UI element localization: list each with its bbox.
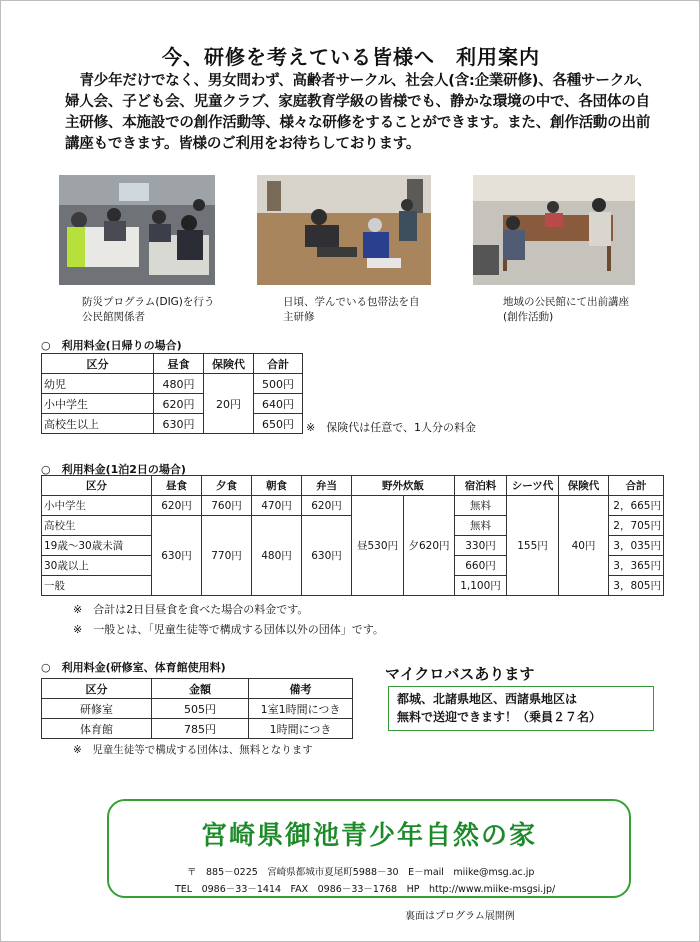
- room-fee-note: ※ 児童生徒等で構成する団体は、無料となります: [73, 744, 313, 756]
- facility-contact: TEL 0986－33－1414 FAX 0986－33－1768 HP http://www.miike-msgsi.jp/: [175, 884, 556, 895]
- back-page-note: 裏面はプログラム展開例: [405, 911, 515, 922]
- column-header: 昼食: [152, 476, 202, 496]
- remark-cell: 1時間につき: [249, 719, 353, 739]
- photo-outreach-course: [473, 175, 635, 285]
- day-fee-table: [41, 353, 303, 434]
- stay-fee-table: [41, 475, 664, 596]
- column-header: 保険代: [559, 476, 609, 496]
- category-cell: 幼児: [42, 374, 154, 394]
- page-title: 今、研修を考えている皆様へ 利用案内: [162, 45, 540, 69]
- facility-name: 宮崎県御池青少年自然の家: [200, 821, 537, 851]
- microbus-title: マイクロバスあります: [385, 665, 535, 683]
- total-cell: 650円: [254, 414, 303, 434]
- total-cell: 3，365円: [609, 556, 664, 576]
- column-header: 区分: [42, 354, 154, 374]
- photo-caption-1: 防災プログラム(DIG)を行う 公民館関係者: [82, 296, 215, 323]
- column-header: 朝食: [252, 476, 302, 496]
- column-header: 区分: [42, 679, 152, 699]
- room-fee-table: [41, 678, 353, 739]
- category-cell: 一般: [42, 576, 152, 596]
- breakfast-cell: 470円: [252, 496, 302, 516]
- category-cell: 19歳～30歳未満: [42, 536, 152, 556]
- table-row: [42, 719, 353, 739]
- lunch-cell: 630円: [154, 414, 204, 434]
- stay-fee-heading: ○ 利用料金(1泊2日の場合): [41, 463, 186, 476]
- column-header: シーツ代: [507, 476, 559, 496]
- dinner-cell: 770円: [202, 516, 252, 596]
- column-header: 保険代: [204, 354, 254, 374]
- total-cell: 500円: [254, 374, 303, 394]
- column-header: 昼食: [154, 354, 204, 374]
- bento-cell: 630円: [302, 516, 352, 596]
- price-cell: 505円: [152, 699, 249, 719]
- category-cell: 小中学生: [42, 394, 154, 414]
- microbus-line-1: 都城、北諸県地区、西諸県地区は: [397, 692, 578, 706]
- table-header-row: [42, 679, 353, 699]
- lunch-cell: 480円: [154, 374, 204, 394]
- lodging-cell: 無料: [455, 496, 507, 516]
- microbus-box: [388, 686, 654, 731]
- table-header-row: [42, 476, 664, 496]
- column-header: 備考: [249, 679, 353, 699]
- table-row: [42, 374, 303, 394]
- lunch-cell: 620円: [154, 394, 204, 414]
- total-cell: 3，805円: [609, 576, 664, 596]
- column-header: 合計: [254, 354, 303, 374]
- table-row: [42, 496, 664, 516]
- insurance-cell: 40円: [559, 496, 609, 596]
- lunch-cell: 630円: [152, 516, 202, 596]
- lodging-cell: 1,100円: [455, 576, 507, 596]
- insurance-cell: 20円: [204, 374, 254, 434]
- lodging-cell: 330円: [455, 536, 507, 556]
- sheets-cell: 155円: [507, 496, 559, 596]
- stay-fee-note-1: ※ 合計は2日目昼食を食べた場合の料金です。: [73, 603, 309, 616]
- category-cell: 高校生: [42, 516, 152, 536]
- total-cell: 640円: [254, 394, 303, 414]
- column-header: 野外炊飯: [352, 476, 455, 496]
- day-fee-note: ※ 保険代は任意で、1人分の料金: [306, 421, 476, 434]
- column-header: 金額: [152, 679, 249, 699]
- column-header: 宿泊料: [455, 476, 507, 496]
- room-fee-heading: ○ 利用料金(研修室、体育館使用料): [41, 661, 226, 674]
- photo-dig-program: [59, 175, 215, 285]
- microbus-line-2: 無料で送迎できます！（乗員２７名）: [397, 710, 602, 724]
- total-cell: 2，665円: [609, 496, 664, 516]
- table-row: [42, 414, 303, 434]
- category-cell: 30歳以上: [42, 556, 152, 576]
- category-cell: 研修室: [42, 699, 152, 719]
- column-header: 合計: [609, 476, 664, 496]
- category-cell: 高校生以上: [42, 414, 154, 434]
- photo-bandage-training: [257, 175, 431, 285]
- lodging-cell: 無料: [455, 516, 507, 536]
- facility-info-box: [107, 799, 631, 898]
- lodging-cell: 660円: [455, 556, 507, 576]
- outdoor-cooking-lunch-cell: 昼530円: [352, 496, 404, 596]
- column-header: 区分: [42, 476, 152, 496]
- column-header: 弁当: [302, 476, 352, 496]
- day-fee-heading: ○ 利用料金(日帰りの場合): [41, 339, 182, 352]
- breakfast-cell: 480円: [252, 516, 302, 596]
- table-header-row: [42, 354, 303, 374]
- intro-paragraph: 青少年だけでなく、男女問わず、高齢者サークル、社会人(含:企業研修)、各種サークル、婦人会、子ども会、児童クラブ、家庭教育学級の皆様でも、静かな環境の中で、各団体の自主研修、本施設での創作活動等、様々な研修をすることができます。また、創作活動の出前講座もできます。皆様のご利用をお待ちしております。: [65, 73, 652, 152]
- dinner-cell: 760円: [202, 496, 252, 516]
- table-row: [42, 394, 303, 414]
- photo-caption-3: 地域の公民館にて出前講座 (創作活動): [503, 296, 629, 323]
- total-cell: 3，035円: [609, 536, 664, 556]
- stay-fee-note-2: ※ 一般とは、「児童生徒等で構成する団体以外の団体」です。: [73, 623, 384, 636]
- outdoor-cooking-dinner-cell: 夕620円: [404, 496, 455, 596]
- column-header: 夕食: [202, 476, 252, 496]
- facility-address: 〒 885－0225 宮崎県都城市夏尾町5988－30 E－mail miike@msg.ac.jp: [187, 867, 535, 878]
- remark-cell: 1室1時間につき: [249, 699, 353, 719]
- bento-cell: 620円: [302, 496, 352, 516]
- total-cell: 2，705円: [609, 516, 664, 536]
- photo-caption-2: 日頃、学んでいる包帯法を自 主研修: [283, 296, 420, 323]
- lunch-cell: 620円: [152, 496, 202, 516]
- table-row: [42, 699, 353, 719]
- category-cell: 小中学生: [42, 496, 152, 516]
- price-cell: 785円: [152, 719, 249, 739]
- category-cell: 体育館: [42, 719, 152, 739]
